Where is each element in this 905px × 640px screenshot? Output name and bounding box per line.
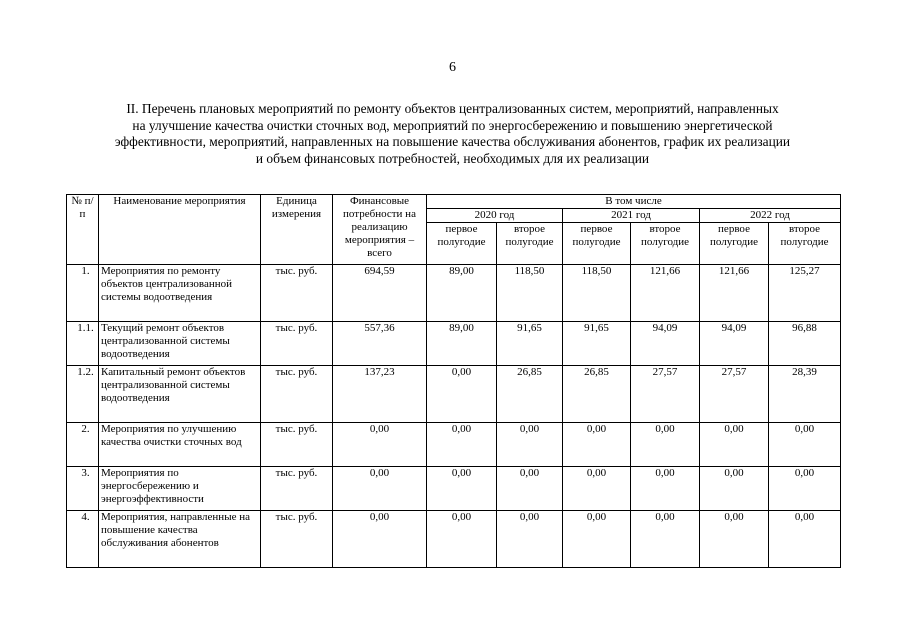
row-num: 4. [67,511,99,568]
row-value: 0,00 [769,423,841,467]
header-half-first: первое полугодие [427,223,497,265]
row-total: 0,00 [333,423,427,467]
row-value: 0,00 [563,467,631,511]
row-value: 94,09 [631,322,700,366]
row-num: 3. [67,467,99,511]
row-value: 27,57 [700,366,769,423]
row-name: Капитальный ремонт объектов централизованной системы водоотведения [99,366,261,423]
row-unit: тыс. руб. [261,423,333,467]
row-value: 27,57 [631,366,700,423]
row-total: 0,00 [333,467,427,511]
header-half-first: первое полугодие [563,223,631,265]
row-value: 28,39 [769,366,841,423]
row-num: 2. [67,423,99,467]
header-year-2020: 2020 год [427,209,563,223]
row-unit: тыс. руб. [261,467,333,511]
row-value: 0,00 [563,511,631,568]
row-name: Текущий ремонт объектов централизованной системы водоотведения [99,322,261,366]
row-num: 1. [67,265,99,322]
row-value: 26,85 [497,366,563,423]
row-num: 1.1. [67,322,99,366]
row-total: 0,00 [333,511,427,568]
row-value: 0,00 [427,366,497,423]
title-line: эффективности, мероприятий, направленных на повышение качества обслуживания абонентов, график их реализации [114,134,791,149]
row-value: 94,09 [700,322,769,366]
page-number: 6 [449,60,456,75]
row-total: 694,59 [333,265,427,322]
row-value: 0,00 [631,511,700,568]
header-finance: Финансовые потребности на реализацию мероприятия – всего [333,195,427,265]
row-unit: тыс. руб. [261,366,333,423]
header-num: № п/п [67,195,99,265]
header-year-2022: 2022 год [700,209,841,223]
table-row [67,511,841,568]
header-half-second: второе полугодие [631,223,700,265]
row-name: Мероприятия по ремонту объектов централизованной системы водоотведения [99,265,261,322]
row-value: 91,65 [563,322,631,366]
row-value: 0,00 [427,423,497,467]
row-value: 0,00 [497,511,563,568]
row-name: Мероприятия по энергосбережению и энергоэффективности [99,467,261,511]
plan-table [66,194,841,568]
row-value: 0,00 [427,467,497,511]
row-value: 0,00 [769,511,841,568]
header-unit: Единица измерения [261,195,333,265]
row-unit: тыс. руб. [261,322,333,366]
row-name: Мероприятия по улучшению качества очистки сточных вод [99,423,261,467]
row-value: 96,88 [769,322,841,366]
row-value: 26,85 [563,366,631,423]
row-unit: тыс. руб. [261,511,333,568]
row-value: 0,00 [700,423,769,467]
title-line: II. Перечень плановых мероприятий по ремонту объектов централизованных систем, мероприятий, направленных [126,101,779,116]
row-value: 0,00 [631,467,700,511]
row-name: Мероприятия, направленные на повышение качества обслуживания абонентов [99,511,261,568]
table-row [67,423,841,467]
row-value: 0,00 [769,467,841,511]
row-value: 89,00 [427,322,497,366]
row-value: 91,65 [497,322,563,366]
header-half-second: второе полугодие [769,223,841,265]
row-value: 0,00 [700,511,769,568]
table-row [67,265,841,322]
row-value: 89,00 [427,265,497,322]
title-line: и объем финансовых потребностей, необходимых для их реализации [255,150,650,166]
section-title [40,101,865,167]
row-value: 121,66 [631,265,700,322]
row-value: 0,00 [427,511,497,568]
row-value: 0,00 [563,423,631,467]
title-line: на улучшение качества очистки сточных вод, мероприятий по энергосбережению и повышению энергетической [132,117,773,133]
row-total: 557,36 [333,322,427,366]
row-value: 0,00 [497,423,563,467]
table-row [67,366,841,423]
row-value: 0,00 [700,467,769,511]
row-value: 121,66 [700,265,769,322]
table-row [67,467,841,511]
row-value: 118,50 [497,265,563,322]
header-half-second: второе полугодие [497,223,563,265]
row-unit: тыс. руб. [261,265,333,322]
header-half-first: первое полугодие [700,223,769,265]
row-value: 0,00 [631,423,700,467]
row-total: 137,23 [333,366,427,423]
header-name: Наименование мероприятия [99,195,261,265]
row-value: 118,50 [563,265,631,322]
row-value: 125,27 [769,265,841,322]
row-value: 0,00 [497,467,563,511]
header-including: В том числе [427,195,841,209]
table-row [67,322,841,366]
header-year-2021: 2021 год [563,209,700,223]
row-num: 1.2. [67,366,99,423]
